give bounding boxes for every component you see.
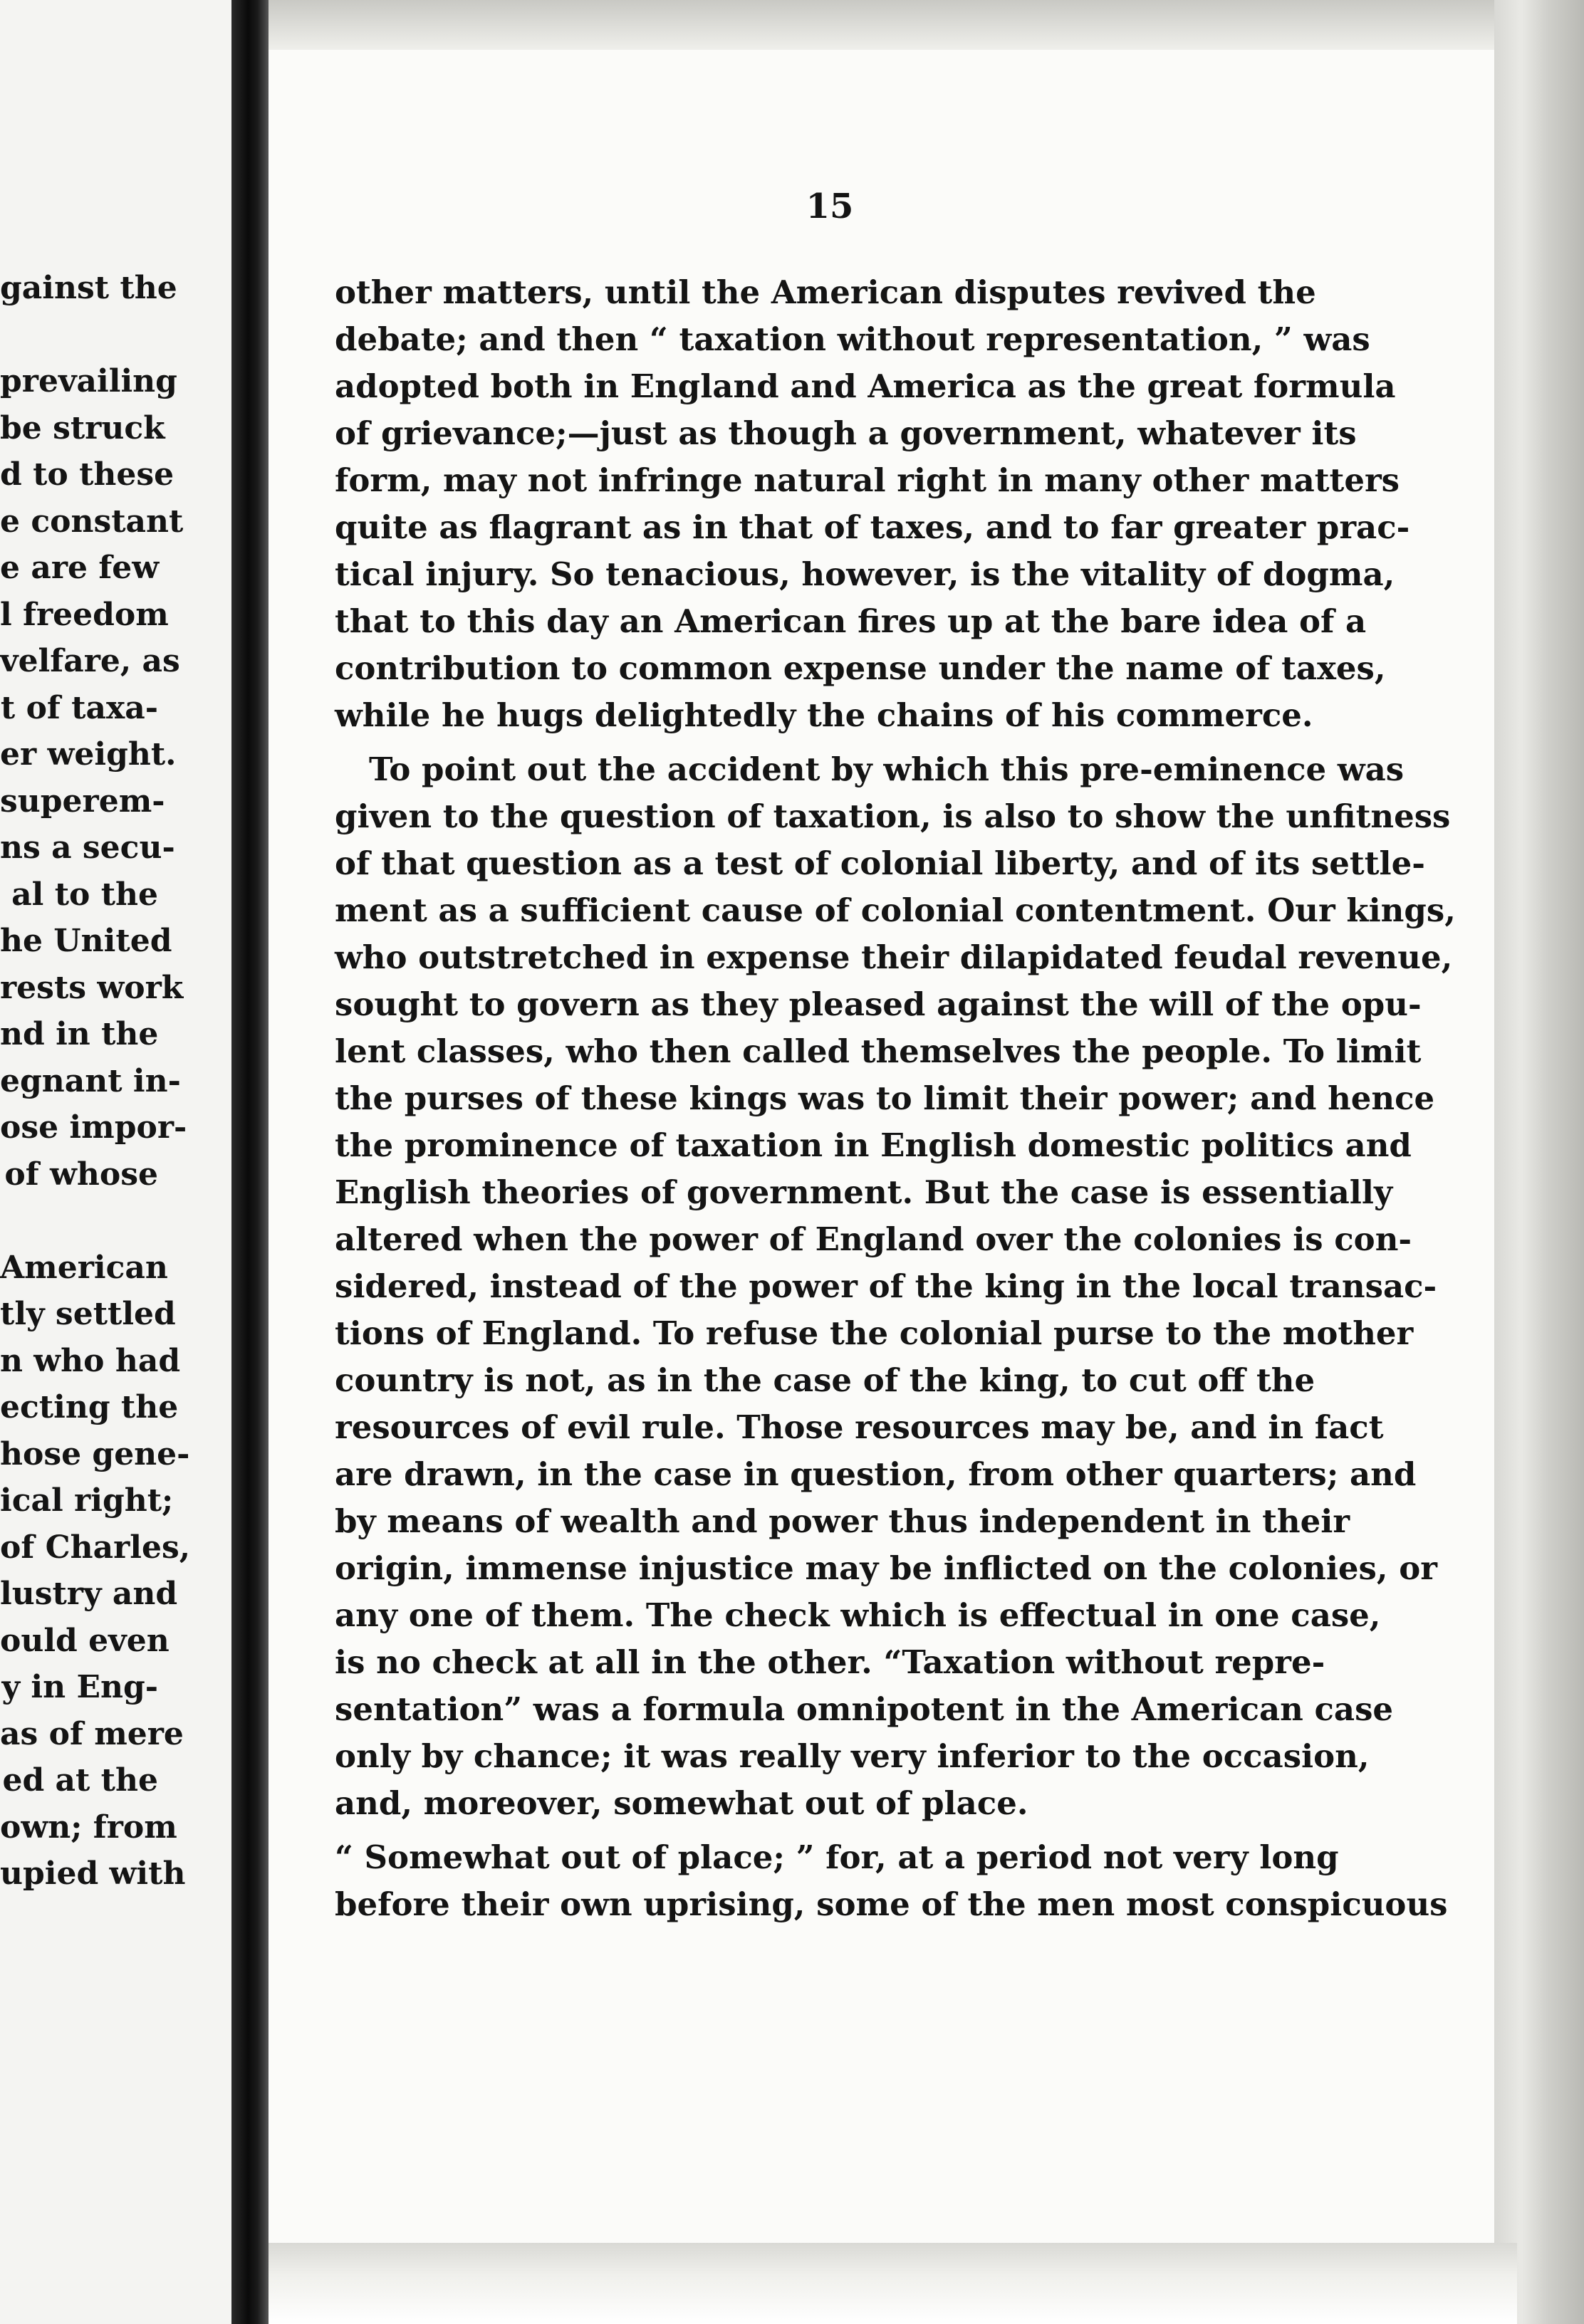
text-line: that to this day an American fires up at the bare idea of a	[335, 602, 1367, 640]
text-line: adopted both in England and America as the great formula	[335, 367, 1396, 405]
paragraph-gap	[335, 739, 1303, 746]
left-page-line: t of taxa-	[0, 689, 158, 726]
text-line: of that question as a test of colonial liberty, and of its settle-	[335, 844, 1425, 882]
text-line: other matters, until the American disputes revived the	[335, 273, 1316, 311]
paragraph	[335, 746, 1456, 1827]
left-page-line: own; from	[0, 1809, 177, 1846]
text-line: form, may not infringe natural right in many other matters	[335, 461, 1400, 499]
left-page-line: be struck	[0, 409, 165, 446]
text-line: altered when the power of England over the colonies is con-	[335, 1220, 1412, 1258]
book-gutter	[231, 0, 269, 2324]
text-line: tical injury. So tenacious, however, is the vitality of dogma,	[335, 555, 1395, 593]
left-page-line: er weight.	[0, 736, 177, 773]
text-line: given to the question of taxation, is also to show the unfitness	[335, 797, 1451, 835]
left-page-line: nd in the	[0, 1016, 159, 1052]
left-page-line: al to the	[11, 876, 158, 913]
left-page-line: l freedom	[0, 596, 169, 633]
text-line: and, moreover, somewhat out of place.	[335, 1784, 1028, 1822]
left-page-line: as of mere	[0, 1715, 184, 1752]
text-line: ment as a sufficient cause of colonial contentment. Our kings,	[335, 891, 1456, 929]
text-line: by means of wealth and power thus independent in their	[335, 1502, 1350, 1540]
text-line: origin, immense injustice may be inflicted on the colonies, or	[335, 1549, 1437, 1587]
text-line: resources of evil rule. Those resources may be, and in fact	[335, 1408, 1384, 1446]
left-page-line: ould even	[0, 1622, 170, 1659]
text-line: sidered, instead of the power of the king in the local transac-	[335, 1267, 1437, 1305]
right-page-stack-edge	[1494, 0, 1584, 2324]
text-line: debate; and then “ taxation without representation, ” was	[335, 320, 1370, 358]
left-page-line: tly settled	[0, 1296, 176, 1332]
left-page-line: gainst the	[0, 270, 177, 306]
text-line: are drawn, in the case in question, from other quarters; and	[335, 1455, 1417, 1493]
text-line: any one of them. The check which is effectual in one case,	[335, 1596, 1381, 1634]
top-page-edge	[267, 0, 1510, 50]
bottom-page-edge	[235, 2243, 1517, 2324]
paragraph-gap	[335, 1827, 1303, 1834]
text-line: only by chance; it was really very inferior to the occasion,	[335, 1737, 1370, 1775]
page-body-text	[335, 269, 1456, 1928]
left-page-line: ecting the	[0, 1389, 179, 1425]
left-page-line: y in Eng-	[1, 1669, 158, 1705]
left-page-line: hose gene-	[0, 1435, 190, 1472]
left-page-line: of Charles,	[0, 1529, 191, 1566]
text-line: the prominence of taxation in English domestic politics and	[335, 1126, 1412, 1164]
text-line: contribution to common expense under the name of taxes,	[335, 649, 1386, 687]
text-line: English theories of government. But the case is essentially	[335, 1173, 1393, 1211]
text-line: who outstretched in expense their dilapidated feudal revenue,	[335, 938, 1453, 976]
left-page-line: rests work	[0, 969, 184, 1006]
left-page-line: upied with	[0, 1855, 186, 1892]
left-page-line: ical right;	[0, 1482, 174, 1519]
left-page-line: lustry and	[0, 1576, 178, 1612]
text-line: To point out the accident by which this pre-eminence was	[369, 750, 1405, 788]
text-line: is no check at all in the other. “Taxation without repre-	[335, 1643, 1325, 1681]
left-page-line: he United	[0, 923, 172, 959]
left-page-line: ose impor-	[0, 1109, 187, 1146]
text-line: tions of England. To refuse the colonial purse to the mother	[335, 1314, 1414, 1352]
text-line: sentation” was a formula omnipotent in the American case	[335, 1690, 1394, 1728]
text-line: while he hugs delightedly the chains of his commerce.	[335, 696, 1313, 734]
paragraph	[335, 269, 1410, 739]
left-page-line: of whose	[4, 1156, 158, 1193]
text-line: before their own uprising, some of the men most conspicuous	[335, 1885, 1448, 1923]
left-page-line: superem-	[0, 782, 165, 820]
left-page-line	[0, 312, 236, 359]
left-page-line: e are few	[0, 550, 160, 586]
text-line: lent classes, who then called themselves the people. To limit	[335, 1032, 1422, 1070]
text-line: country is not, as in the case of the king, to cut off the	[335, 1361, 1315, 1399]
left-page-line: egnant in-	[0, 1062, 181, 1099]
text-line: the purses of these kings was to limit their power; and hence	[335, 1079, 1435, 1117]
left-page-line: n who had	[0, 1342, 181, 1379]
left-page-line: American	[0, 1249, 168, 1286]
page-number: 15	[806, 187, 854, 226]
left-page-line: ns a secu-	[0, 829, 175, 866]
left-page-line: prevailing	[0, 363, 177, 399]
left-facing-page	[0, 0, 236, 2324]
paragraph	[335, 1834, 1448, 1928]
left-page-line: ed at the	[2, 1762, 158, 1799]
text-line: sought to govern as they pleased against the will of the opu-	[335, 985, 1422, 1023]
text-line: “ Somewhat out of place; ” for, at a period not very long	[335, 1838, 1339, 1876]
text-line: of grievance;—just as though a government, whatever its	[335, 414, 1357, 452]
left-page-text	[0, 265, 236, 1898]
left-page-line: velfare, as	[0, 643, 180, 679]
left-page-line: e constant	[0, 503, 184, 540]
text-line: quite as flagrant as in that of taxes, and to far greater prac-	[335, 508, 1410, 546]
left-page-line	[0, 1198, 236, 1245]
left-page-line: d to these	[0, 456, 174, 493]
